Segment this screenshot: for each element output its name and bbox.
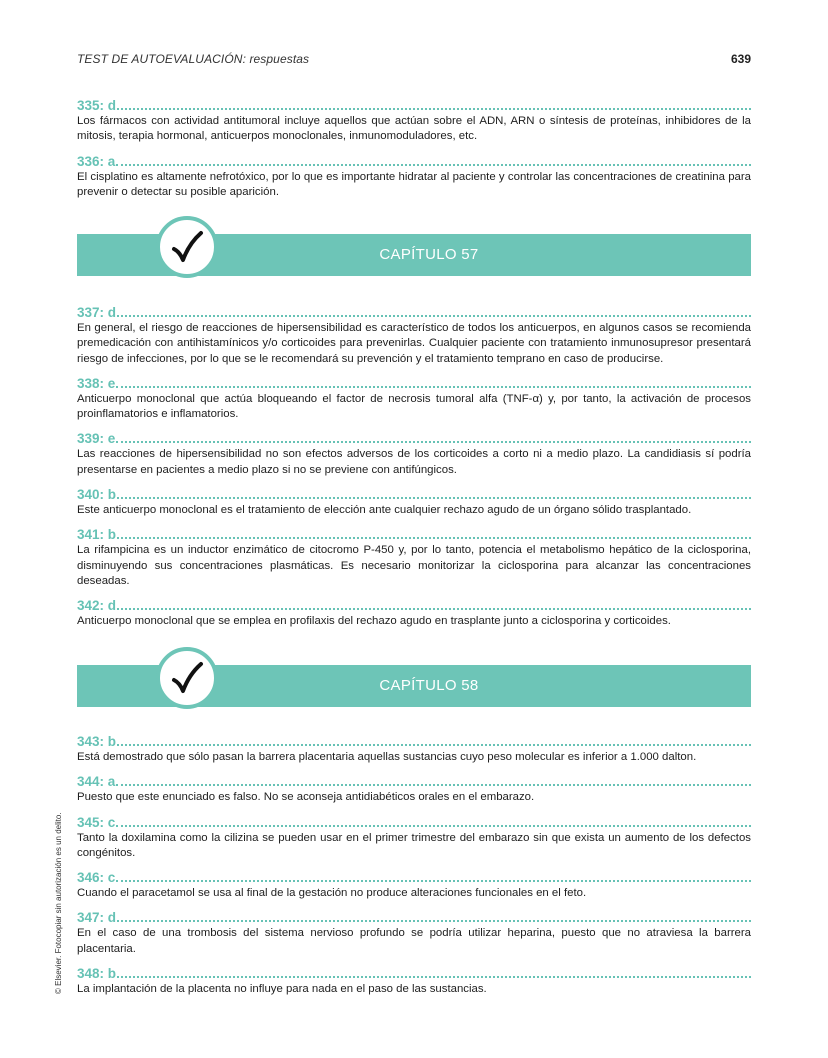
- answers-block-ch57: [77, 305, 751, 639]
- answer-label: 348: b: [77, 966, 117, 982]
- answer-item: [77, 815, 751, 862]
- page-number: 639: [730, 52, 751, 66]
- answer-item: [77, 598, 751, 629]
- answer-label: 343: b: [77, 734, 117, 749]
- answer-text: Las reacciones de hipersensibilidad no son efectos adversos de los corticoides a corto ni a medio plazo. La candidiasis sí podría presentarse en pacientes a medio plazo si no se previene con antifúngicos.: [77, 448, 751, 476]
- answer-text: Este anticuerpo monoclonal es el tratamiento de elección ante cualquier rechazo agudo de un órgano sólido trasplantado.: [77, 504, 692, 517]
- dotted-leader: [117, 976, 751, 978]
- answer-text: Puesto que este enunciado es falso. No se aconseja antidiabéticos orales en el embarazo.: [77, 791, 535, 804]
- answer-text: Los fármacos con actividad antitumoral incluye aquellos que actúan sobre el ADN, ARN o síntesis de proteínas, inhibidores de la mitosis, terapia hormonal, anticuerpos monoclonales, inmunomoduladores, etc.: [77, 115, 751, 143]
- answer-label: 337: d: [77, 305, 117, 320]
- dotted-leader: [117, 497, 751, 499]
- chapter-title: CAPÍTULO 57: [379, 246, 479, 263]
- answer-item: [77, 527, 751, 589]
- dotted-leader: [117, 315, 751, 317]
- answer-text: El cisplatino es altamente nefrotóxico, por lo que es importante hidratar al paciente y controlar las concentraciones de creatinina para prevenir o detectar su posible aparición.: [77, 170, 751, 198]
- answer-text: Tanto la doxilamina como la cilizina se pueden usar en el primer trimestre del embarazo sin que exista un aumento de los defectos congénitos.: [77, 831, 751, 859]
- chapter-58-banner: [77, 665, 751, 707]
- answer-item: [77, 376, 751, 423]
- dotted-leader: [117, 920, 751, 922]
- copyright-side-note: © Elsevier. Fotocopiar sin autorización es un delito.: [54, 812, 63, 994]
- answer-item: [77, 98, 751, 145]
- dotted-leader: [116, 825, 751, 827]
- answer-label: 347: d: [77, 910, 117, 926]
- answer-item: [77, 431, 751, 478]
- answers-block-ch58: [77, 734, 751, 1006]
- dotted-leader: [116, 164, 751, 166]
- answer-item: [77, 154, 751, 201]
- answer-text: Anticuerpo monoclonal que se emplea en profilaxis del rechazo agudo en trasplante junto a ciclosporina y corticoides.: [77, 615, 671, 628]
- dotted-leader: [117, 744, 751, 746]
- answer-label: 335: d: [77, 98, 117, 113]
- answer-item: [77, 774, 751, 805]
- answer-text: Anticuerpo monoclonal que actúa bloqueando el factor de necrosis tumoral alfa (TNF-α) y, por tanto, la activación de procesos proinflamatorios e inflamatorios.: [77, 392, 751, 421]
- answer-text: En el caso de una trombosis del sistema nervioso profundo se podría utilizar heparina, puesto que no atraviesa la barrera placentaria.: [77, 927, 751, 955]
- answer-label: 345: c: [77, 814, 116, 830]
- answer-item: [77, 910, 751, 957]
- answer-text: La implantación de la placenta no influye para nada en el paso de las sustancias.: [77, 983, 487, 996]
- dotted-leader: [116, 441, 751, 443]
- answer-label: 341: b: [77, 527, 117, 543]
- answer-label: 342: d: [77, 598, 117, 614]
- dotted-leader: [117, 608, 751, 610]
- answer-item: [77, 966, 751, 997]
- answer-item: [77, 305, 751, 367]
- dotted-leader: [117, 108, 751, 110]
- header-title: TEST DE AUTOEVALUACIÓN: respuestas: [77, 52, 310, 66]
- answer-item: [77, 487, 751, 518]
- page-header: [77, 52, 751, 66]
- chapter-57-banner: [77, 234, 751, 276]
- answer-text: En general, el riesgo de reacciones de hipersensibilidad es característico de todos los anticuerpos, en algunos casos se recomienda premedicación con antihistamínicos y/o corticoides para prevenirlas. Cualquier paciente con tratamiento inmunosupresor presentará riesgo de infecciones, por lo que se le recomendará su prevención y el tratamiento temprano en caso de producirse.: [77, 322, 751, 365]
- dotted-leader: [116, 784, 751, 786]
- answer-label: 338: e: [77, 375, 116, 391]
- answer-text: Cuando el paracetamol se usa al final de la gestación no produce alteraciones funcionales en el feto.: [77, 887, 587, 900]
- answer-text: La rifampicina es un inductor enzimático de citocromo P-450 y, por lo tanto, potencia el metabolismo hepático de la ciclosporina, disminuyendo sus concentraciones plasmáticas. Es necesario monitorizar la ciclosporina para alcanzar las concentraciones deseadas.: [77, 544, 751, 587]
- answer-label: 346: c: [77, 870, 116, 886]
- answer-item: [77, 870, 751, 901]
- dotted-leader: [117, 537, 751, 539]
- answer-label: 340: b: [77, 487, 117, 503]
- answer-label: 344: a: [77, 774, 116, 790]
- answer-label: 336: a: [77, 153, 116, 169]
- answers-block-pre: [77, 98, 751, 209]
- chapter-title: CAPÍTULO 58: [379, 677, 479, 694]
- dotted-leader: [116, 880, 751, 882]
- answer-text: Está demostrado que sólo pasan la barrera placentaria aquellas sustancias cuyo peso molecular es inferior a 1.000 dalton.: [77, 751, 697, 763]
- answer-item: [77, 734, 751, 765]
- answer-label: 339: e: [77, 431, 116, 447]
- dotted-leader: [116, 386, 751, 388]
